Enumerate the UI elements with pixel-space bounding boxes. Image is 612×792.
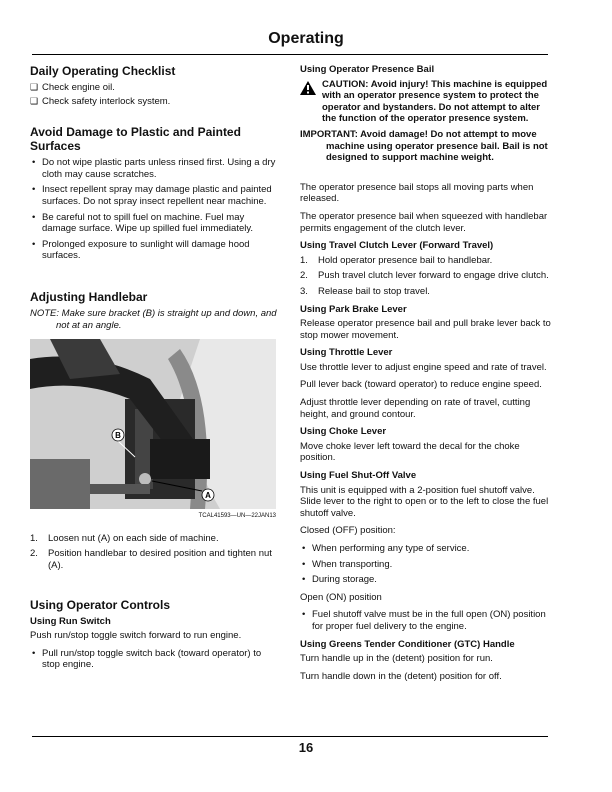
photo-caption: TCAL41593—UN—22JAN13	[198, 513, 276, 520]
step-item: 1. Hold operator presence bail to handlebar.	[300, 254, 493, 266]
caution-block	[300, 79, 552, 125]
avoid-damage-heading: Avoid Damage to Plastic and Painted Surfaces	[30, 125, 241, 154]
travel-clutch-steps	[300, 255, 552, 298]
run-switch-text: Push run/stop toggle switch forward to run engine.	[30, 630, 242, 642]
list-item: • Fuel shutoff valve must be in the full open (ON) position for proper fuel delivery to the engine.	[300, 609, 552, 632]
list-item: • Prolonged exposure to sunlight will damage hood surfaces.	[30, 239, 278, 262]
run-switch-heading: Using Run Switch	[30, 615, 111, 627]
fuel-heading: Using Fuel Shut-Off Valve	[300, 470, 417, 482]
list-item: • Insect repellent spray may damage plastic and painted surfaces. Do not spray insect repellent near machine.	[30, 184, 278, 207]
checklist-item: ❑ Check safety interlock system.	[30, 96, 278, 108]
callout-b: B	[115, 431, 121, 441]
fuel-open-list	[300, 609, 552, 632]
checklist-item: ❑ Check engine oil.	[30, 82, 278, 94]
fuel-open-label: Open (ON) position	[300, 591, 382, 603]
presence-p2: The operator presence bail when squeezed with handlebar permits engagement of the clutch lever.	[300, 210, 548, 234]
gtc-p1: Turn handle up in the (detent) position for run.	[300, 653, 493, 665]
left-column	[30, 64, 278, 677]
handlebar-photo	[30, 339, 276, 509]
fuel-closed-list	[300, 543, 552, 586]
presence-heading: Using Operator Presence Bail	[300, 64, 435, 75]
throttle-heading: Using Throttle Lever	[300, 347, 393, 359]
step-item: 1. Loosen nut (A) on each side of machine.	[30, 532, 219, 544]
warning-icon	[300, 81, 316, 95]
page-title: Operating	[268, 30, 344, 47]
list-item: • When performing any type of service.	[300, 543, 552, 555]
checklist-heading: Daily Operating Checklist	[30, 64, 176, 78]
avoid-damage-list	[30, 157, 278, 262]
handlebar-steps	[30, 533, 278, 572]
fuel-closed-label: Closed (OFF) position:	[300, 525, 396, 537]
checklist	[30, 82, 278, 107]
travel-clutch-heading: Using Travel Clutch Lever (Forward Travel)	[300, 240, 494, 252]
right-column	[300, 64, 552, 688]
controls-heading: Using Operator Controls	[30, 597, 171, 612]
step-item: 2. Push travel clutch lever forward to engage drive clutch.	[300, 270, 549, 282]
handlebar-illustration	[30, 339, 276, 509]
list-item: • During storage.	[300, 574, 552, 586]
handlebar-note: NOTE: Make sure bracket (B) is straight up and down, and not at an angle.	[30, 307, 277, 331]
park-brake-heading: Using Park Brake Lever	[300, 303, 407, 315]
step-item: 2. Position handlebar to desired position and tighten nut (A).	[30, 548, 272, 571]
page-number: 16	[298, 740, 314, 755]
gtc-p2: Turn handle down in the (detent) position for off.	[300, 670, 502, 682]
important-text: IMPORTANT: Avoid damage! Do not attempt to move machine using operator presence bail. Bail is not designed to support machine weight.	[300, 128, 548, 164]
step-item: 3. Release bail to stop travel.	[300, 285, 430, 297]
list-item: • Do not wipe plastic parts unless rinsed first. Using a dry cloth may cause scratches.	[30, 157, 278, 180]
presence-p1: The operator presence bail stops all moving parts when released.	[300, 181, 534, 205]
callout-a: A	[205, 491, 211, 501]
gtc-heading: Using Greens Tender Conditioner (GTC) Handle	[300, 638, 515, 650]
choke-heading: Using Choke Lever	[300, 426, 387, 438]
header-rule	[32, 54, 548, 55]
choke-text: Move choke lever left toward the decal for the choke position.	[300, 440, 520, 464]
run-switch-list	[30, 648, 278, 671]
list-item: • Pull run/stop toggle switch back (toward operator) to stop engine.	[30, 648, 278, 671]
fuel-p1: This unit is equipped with a 2-position fuel shutoff valve. Slide lever to the right to open or to the left to close the fuel shutoff valve.	[300, 484, 549, 519]
throttle-p3: Adjust throttle lever depending on rate of travel, cutting height, and ground contour.	[300, 397, 531, 420]
list-item: • Be careful not to spill fuel on machine. Fuel may damage surface. Wipe up spilled fuel immediately.	[30, 212, 278, 235]
park-brake-text: Release operator presence bail and pull brake lever back to stop mower movement.	[300, 318, 551, 341]
throttle-p1: Use throttle lever to adjust engine speed and rate of travel.	[300, 361, 547, 373]
list-item: • When transporting.	[300, 559, 552, 571]
throttle-p2: Pull lever back (toward operator) to reduce engine speed.	[300, 379, 542, 391]
caution-text: CAUTION: Avoid injury! This machine is equipped with an operator presence system to protect the operator and bystanders. Do not attempt to alter the function of the operator presence system.	[322, 78, 548, 125]
footer-rule	[32, 736, 548, 737]
handlebar-heading: Adjusting Handlebar	[30, 289, 148, 304]
